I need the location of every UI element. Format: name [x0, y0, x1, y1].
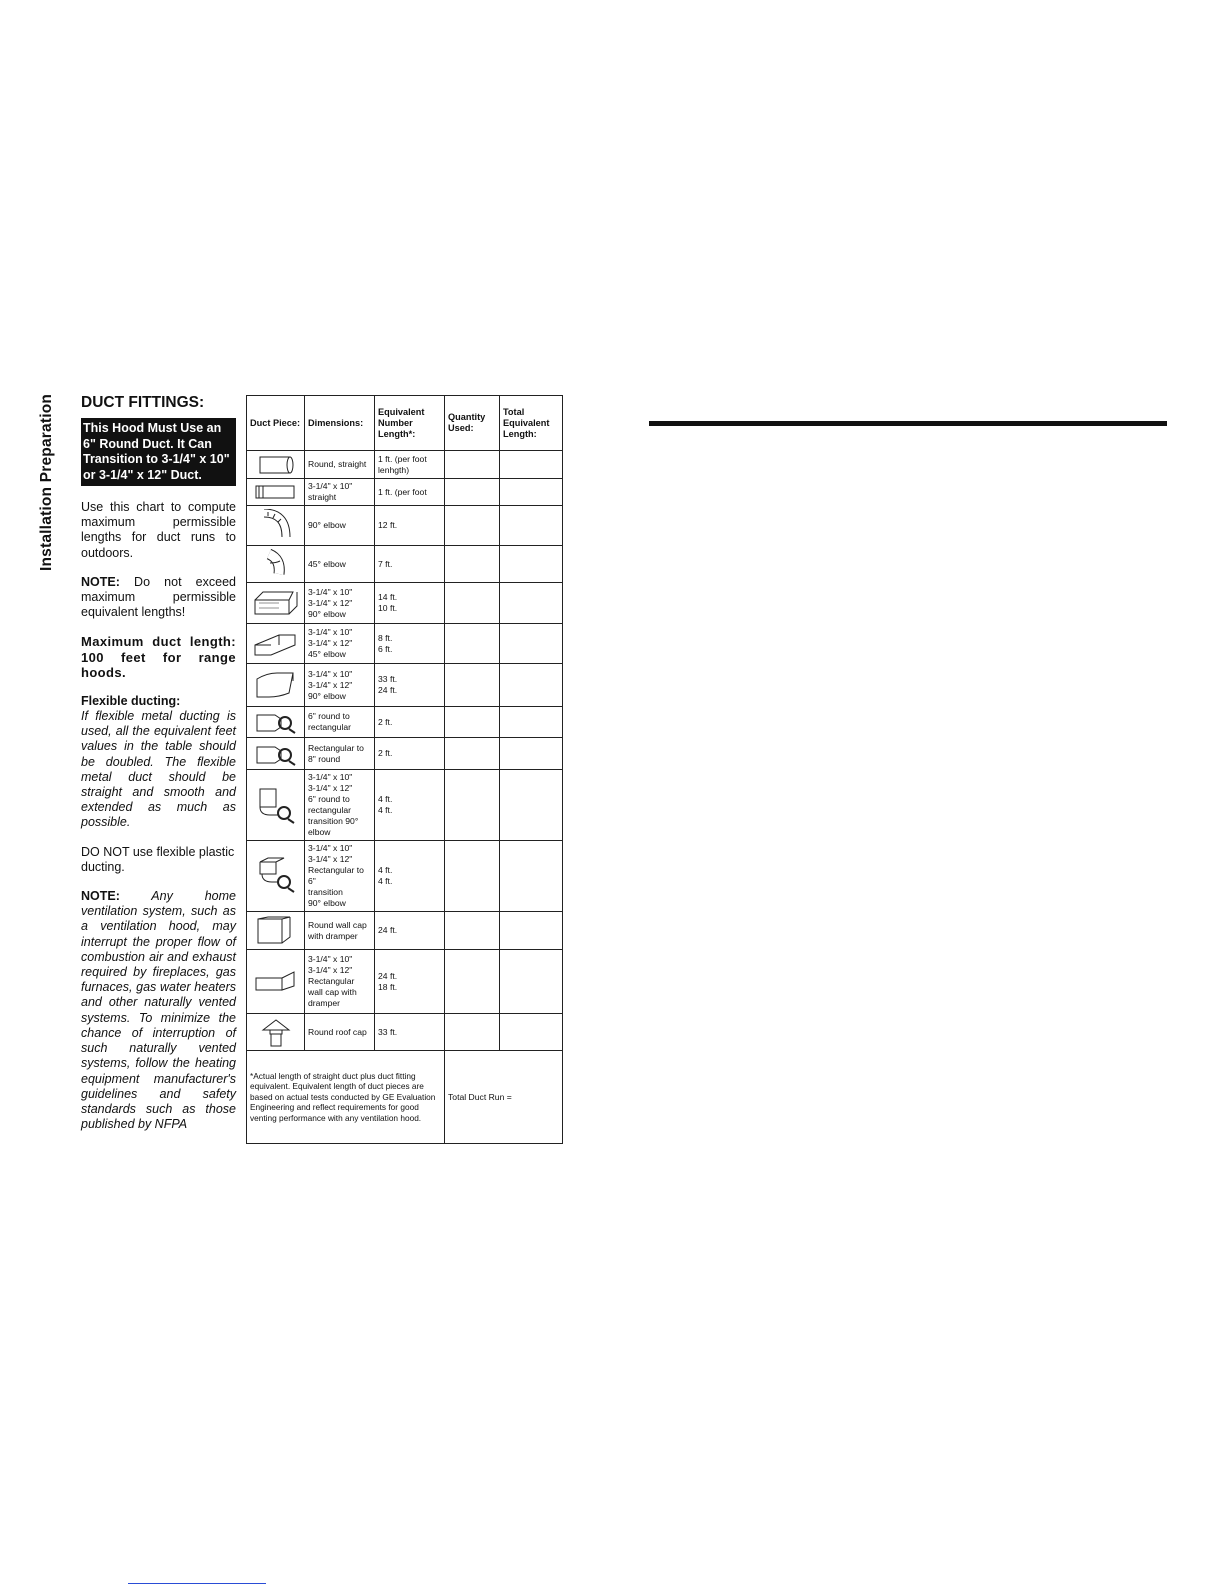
total-length-input-cell[interactable]: [500, 451, 563, 479]
max-duct-length: Maximum duct length: 100 feet for range hoods.: [81, 634, 236, 680]
dimensions-cell: 3-1/4" x 10" 3-1/4" x 12" Rectangular wall cap with dramper: [305, 950, 375, 1014]
round-90-elbow-icon: [247, 506, 305, 546]
side-section-title: Installation Preparation: [38, 393, 55, 571]
table-row: [247, 664, 563, 707]
section-title: DUCT FITTINGS:: [81, 394, 205, 411]
note-label: NOTE:: [81, 574, 120, 589]
equivalent-length-cell: 4 ft. 4 ft.: [375, 770, 445, 841]
equivalent-length-cell: 1 ft. (per foot lenhgth): [375, 451, 445, 479]
equivalent-length-cell: 12 ft.: [375, 506, 445, 546]
total-length-input-cell[interactable]: [500, 738, 563, 770]
total-length-input-cell[interactable]: [500, 1014, 563, 1051]
quantity-input-cell[interactable]: [445, 479, 500, 506]
header-dimensions: Dimensions:: [305, 396, 375, 451]
table-row: [247, 738, 563, 770]
round-to-rectangular-elbow-icon: [247, 770, 305, 841]
equivalent-length-cell: 14 ft. 10 ft.: [375, 583, 445, 624]
note-exceed: [81, 575, 236, 621]
table-row: [247, 451, 563, 479]
round-roof-cap-icon: [247, 1014, 305, 1051]
header-duct-piece: Duct Piece:: [247, 396, 305, 451]
rectangular-to-round-elbow-icon: [247, 841, 305, 912]
quantity-input-cell[interactable]: [445, 546, 500, 583]
quantity-input-cell[interactable]: [445, 912, 500, 950]
flex-ducting-text: If flexible metal ducting is used, all the equivalent feet values in the table should be doubled. The flexible metal duct should be straight and smooth and extended as much as possible.: [81, 709, 236, 830]
table-footnote: *Actual length of straight duct plus duct fitting equivalent. Equivalent length of duct pieces are based on actual tests conducted by GE Evaluation Engineering and reflect requirements for good venting performance with any ventilation hood.: [247, 1051, 445, 1144]
rectangular-flat-90-elbow-icon: [247, 664, 305, 707]
rectangular-to-round-icon: [247, 738, 305, 770]
plastic-warning: DO NOT use flexible plastic ducting.: [81, 844, 235, 874]
quantity-input-cell[interactable]: [445, 506, 500, 546]
quantity-input-cell[interactable]: [445, 583, 500, 624]
header-rule: [649, 421, 1167, 426]
total-length-input-cell[interactable]: [500, 624, 563, 664]
quantity-input-cell[interactable]: [445, 707, 500, 738]
equivalent-length-cell: 1 ft. (per foot: [375, 479, 445, 506]
total-length-input-cell[interactable]: [500, 707, 563, 738]
equivalent-length-cell: 4 ft. 4 ft.: [375, 841, 445, 912]
rectangular-wall-cap-icon: [247, 950, 305, 1014]
round-45-elbow-icon: [247, 546, 305, 583]
header-quantity: Quantity Used:: [445, 396, 500, 451]
table-row: [247, 583, 563, 624]
quantity-input-cell[interactable]: [445, 950, 500, 1014]
quantity-input-cell[interactable]: [445, 770, 500, 841]
round-straight-duct-icon: [247, 451, 305, 479]
total-length-input-cell[interactable]: [500, 664, 563, 707]
total-length-input-cell[interactable]: [500, 950, 563, 1014]
dimensions-cell: Rectangular to 8" round: [305, 738, 375, 770]
equivalent-length-cell: 2 ft.: [375, 707, 445, 738]
ventilation-note-text: Any home ventilation system, such as a ventilation hood, may interrupt the proper flow of combustion air and exhaust required by fireplaces, gas furnaces, gas water heaters and other naturally vented systems. To minimize the chance of interruption of such naturally vented systems, follow the heating equipment manufacturer's guidelines and safety standards such as those published by NFPA: [81, 889, 236, 1132]
dimensions-cell: 3-1/4" x 10" 3-1/4" x 12" 90° elbow: [305, 583, 375, 624]
table-row: [247, 1014, 563, 1051]
dimensions-cell: Round roof cap: [305, 1014, 375, 1051]
table-row: [247, 479, 563, 506]
total-length-input-cell[interactable]: [500, 546, 563, 583]
quantity-input-cell[interactable]: [445, 451, 500, 479]
header-total: Total Equivalent Length:: [500, 396, 563, 451]
dimensions-cell: Round, straight: [305, 451, 375, 479]
total-length-input-cell[interactable]: [500, 770, 563, 841]
quantity-input-cell[interactable]: [445, 624, 500, 664]
table-row: [247, 912, 563, 950]
table-row: [247, 841, 563, 912]
rectangular-45-elbow-icon: [247, 624, 305, 664]
dimensions-cell: 6" round to rectangular: [305, 707, 375, 738]
equivalent-length-cell: 7 ft.: [375, 546, 445, 583]
total-duct-run: Total Duct Run =: [445, 1051, 563, 1144]
dimensions-cell: 3-1/4" x 10" 3-1/4" x 12" 45° elbow: [305, 624, 375, 664]
total-length-input-cell[interactable]: [500, 479, 563, 506]
dimensions-cell: 3-1/4" x 10" 3-1/4" x 12" 6" round to rectangular transition 90° elbow: [305, 770, 375, 841]
header-equivalent: Equivalent Number Length*:: [375, 396, 445, 451]
quantity-input-cell[interactable]: [445, 1014, 500, 1051]
duct-requirement-callout: This Hood Must Use an 6" Round Duct. It Can Transition to 3-1/4" x 10" or 3-1/4" x 12" Duct.: [81, 418, 236, 486]
equivalent-length-cell: 2 ft.: [375, 738, 445, 770]
equivalent-length-cell: 33 ft.: [375, 1014, 445, 1051]
table-row: [247, 546, 563, 583]
equivalent-length-cell: 24 ft.: [375, 912, 445, 950]
ventilation-note: [81, 889, 236, 1132]
rectangular-90-elbow-icon: [247, 583, 305, 624]
dimensions-cell: Round wall cap with dramper: [305, 912, 375, 950]
equivalent-length-cell: 33 ft. 24 ft.: [375, 664, 445, 707]
rectangular-straight-duct-icon: [247, 479, 305, 506]
dimensions-cell: 3-1/4" x 10" straight: [305, 479, 375, 506]
table-row: [247, 770, 563, 841]
table-row: [247, 624, 563, 664]
round-to-rectangular-icon: [247, 707, 305, 738]
flex-ducting-title: Flexible ducting:: [81, 694, 181, 709]
table-row: [247, 707, 563, 738]
footer-link-underline: [128, 1583, 266, 1584]
dimensions-cell: 45° elbow: [305, 546, 375, 583]
duct-fittings-table: [246, 395, 563, 1144]
quantity-input-cell[interactable]: [445, 738, 500, 770]
total-length-input-cell[interactable]: [500, 841, 563, 912]
equivalent-length-cell: 24 ft. 18 ft.: [375, 950, 445, 1014]
dimensions-cell: 90° elbow: [305, 506, 375, 546]
table-header-row: [247, 396, 563, 451]
quantity-input-cell[interactable]: [445, 664, 500, 707]
total-length-input-cell[interactable]: [500, 583, 563, 624]
table-row: [247, 506, 563, 546]
equivalent-length-cell: 8 ft. 6 ft.: [375, 624, 445, 664]
intro-paragraph: Use this chart to compute maximum permissible lengths for duct runs to outdoors.: [81, 500, 236, 560]
table-row: [247, 950, 563, 1014]
total-length-input-cell[interactable]: [500, 912, 563, 950]
dimensions-cell: 3-1/4" x 10" 3-1/4" x 12" Rectangular to 6" transition 90° elbow: [305, 841, 375, 912]
note-text: Do not exceed maximum permissible equivalent lengths!: [81, 574, 236, 620]
left-text-column: [81, 394, 236, 1146]
note-label-2: NOTE:: [81, 889, 120, 904]
quantity-input-cell[interactable]: [445, 841, 500, 912]
round-wall-cap-icon: [247, 912, 305, 950]
total-length-input-cell[interactable]: [500, 506, 563, 546]
dimensions-cell: 3-1/4" x 10" 3-1/4" x 12" 90° elbow: [305, 664, 375, 707]
table-footer-row: [247, 1051, 563, 1144]
